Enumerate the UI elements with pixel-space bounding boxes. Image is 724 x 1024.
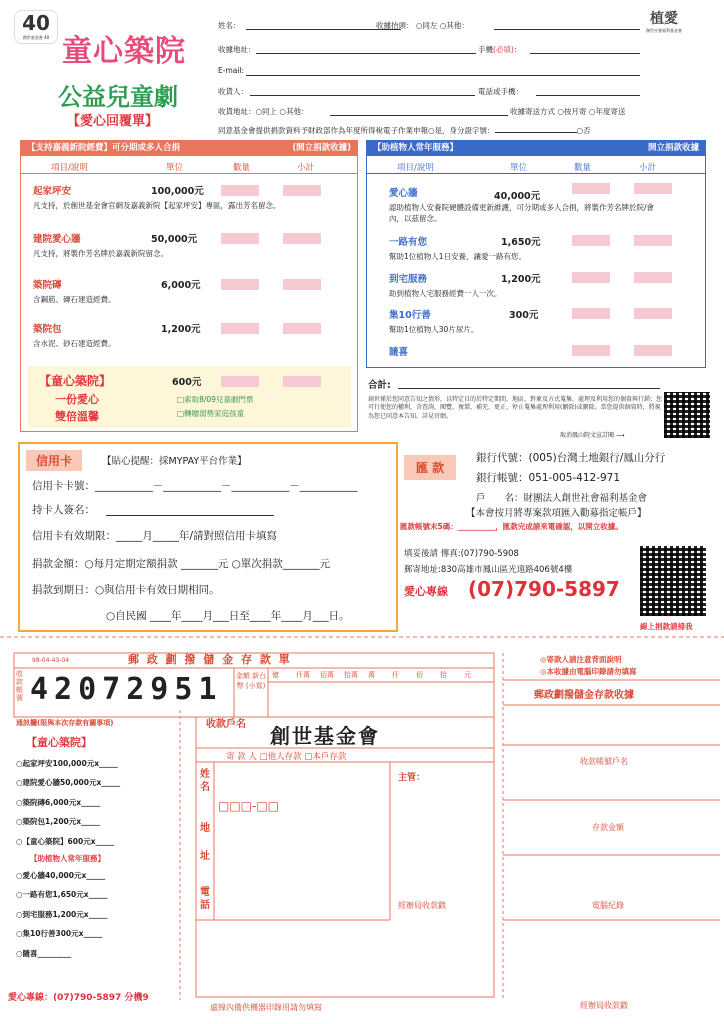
memo-head2: 【助植物人常年服務】 [30,854,105,864]
card-number-field[interactable]: ___________－___________－___________－___________ [95,480,358,492]
item-name: 築院磚 [33,280,62,291]
col-unit: 單位 [510,163,528,173]
ship-address-label: 收貨地址：○同上 ○其他： [218,107,309,116]
card-number-label: 信用卡卡號： [32,480,95,492]
note-2: ◎本收據由電腦印錄請勿填寫 [540,667,637,676]
postcode-boxes[interactable]: □□□-□□ [218,799,280,813]
logo-number: 40 [22,11,50,35]
col-qty: 數量 [574,163,592,173]
sender-row[interactable]: 寄 款 人 □他人存款 □本戶存款 [226,752,347,762]
item-price: 300元 [509,310,539,321]
tag: 【愛心回覆單】 [67,114,159,129]
left-panel-header: 【支持嘉義新院經費】可分期或多人合捐 [27,143,181,153]
item-desc: 凡支持，於創世基金會官網及嘉義新院【起家坪安】專區，露出芳名留念。 [33,201,281,210]
unit-label: 仟 [392,671,399,679]
postal-footer: 虛線內備供機器印錄用請勿填寫 [210,1003,322,1012]
item-desc: 含鋼筋、磚石建造經費。 [33,295,116,304]
bank-code: 銀行代號：(005)台灣土地銀行/鳳山分行 [476,452,666,464]
unit-label: 仟萬 [296,671,310,679]
item-name: 愛心牆 [389,188,418,199]
item-name: 到宅服務 [389,274,428,285]
promo-price: 600元 [172,377,202,388]
required-mark: (必填) [493,45,514,54]
payee-name: 創世基金會 [270,724,380,748]
unsubscribe-text: 取消鳳山院文宣訂閱 [560,432,615,439]
receipt-title-label: 收據抬頭： [376,21,414,30]
item-desc: 含水泥、砂石建造經費。 [33,339,116,348]
memo-item[interactable]: ○築院包1,200元x_____ [16,817,100,827]
item-desc: 助到植物人宅服務經費一人一次。 [389,289,502,298]
office-stamp-label: 經辦局收款戳 [398,901,446,910]
receipt-record-label: 電腦紀錄 [592,901,624,910]
item-price: 50,000元 [151,234,198,245]
item-price: 40,000元 [494,191,541,202]
phone-label: 手機 [478,45,493,54]
credit-card-title: 信用卡 [26,450,82,471]
col-unit: 單位 [166,163,184,173]
memo-column [16,718,176,963]
memo-item[interactable]: ○到宅服務1,200元x_____ [16,909,108,919]
memo-title: 通訊欄(限與本次存款有關事項) [16,719,114,727]
receipt-account-label: 收款帳號戶名 [580,757,628,766]
item-name: 集10行善 [389,310,431,321]
remit-note2: 匯款帳號末5碼：__________，匯款完成請來電確認，以開立收據。 [400,522,623,531]
item-price: 6,000元 [161,280,201,291]
receipt-method-label: 收據寄送方式 [510,107,555,116]
item-name: 起家坪安 [33,186,72,197]
payee-label: 收款戶名 [206,719,246,730]
end-date-custom[interactable]: ○自民國 ____年____月___日至____年____月___日。 [106,610,350,622]
account-label: 收款帳號 [16,670,23,702]
mail-address: 郵寄地址:830高雄市鳳山區光遠路406號4樓 [404,565,573,575]
recipient-label: 收貨人： [218,87,248,96]
memo-item[interactable]: ○築院磚6,000元x_____ [16,797,100,807]
logo-caption: 創世基金會 40 [22,35,50,40]
unit-label: 拾 [440,671,447,679]
qr-caption: 線上捐款請掃我 [640,622,693,631]
tel-label: 電話或手機： [478,87,523,96]
promo-ticket-option[interactable]: □索取8/09兒童劇門票 [177,395,254,404]
sender-name-label: 姓名 [200,769,210,793]
item-price: 100,000元 [151,186,204,197]
item-price: 1,200元 [161,324,201,335]
memo-item[interactable]: ○愛心牆40,000元x_____ [16,871,106,881]
unsubscribe-note: 取消鳳山院文宣訂閱 ⟶ [560,432,625,439]
item-desc: 幫助1位植物人1日安養，讓愛一路有您。 [389,252,527,261]
unit-label: 佰 [416,671,423,679]
email-label: E-mail: [218,66,245,75]
item-price: 1,650元 [501,237,541,248]
account-holder: 戶 名：財團法人創世社會福利基金會 [476,493,648,504]
item-name: 築院包 [33,324,62,335]
memo-item[interactable]: ○一路有您1,650元x_____ [16,890,108,900]
subtitle: 公益兒童劇 [58,83,178,111]
memo-item[interactable]: ○集10行善300元x_____ [16,929,103,939]
postal-code: 98-04-43-04 [32,657,70,664]
fax-info: 填妥後請 傳真:(07)790-5908 [404,549,519,559]
privacy-text: 創世僅於您同意告知之情形，以特定目的於特定期間、地區、對象及方式蒐集、處理及利用您的個資與行銷；您可行使您的權利，含查詢、閱覽、複製、補充、更正、停止蒐集處理利用(刪除)或刪除。當您提供個資時，將視為您已同意本告知。詳見官網。 [368,396,663,420]
brand-sub: 創世社會福利基金會 [646,28,682,33]
promo-title: 【童心築院】 [39,374,112,388]
title-opt-same[interactable]: ○同左 [415,21,438,30]
amount-units [272,670,488,680]
col-item: 項目/說明 [397,163,434,173]
item-desc: 幫助1位植物人30片尿片。 [389,325,479,334]
amount-label: 金額 新台幣 (小寫) [235,672,267,690]
memo-item[interactable]: ○建院愛心牆50,000元x_____ [16,778,121,788]
col-subtotal: 小計 [639,163,657,173]
note-1: ◎寄款人請注意背面說明 [540,655,622,664]
page-title: 童心築院 [62,34,186,69]
item-name: 建院愛心牆 [33,234,81,245]
unit-label: 億 [272,671,279,679]
col-qty: 數量 [233,163,251,173]
end-date-same[interactable]: 捐款到期日：○與信用卡有效日期相同。 [32,584,220,596]
receipt-amount-label: 存款金額 [592,823,624,832]
memo-head: 【童心築院】 [26,736,92,749]
promo-donate-option[interactable]: □轉贈弱勢家庭孩童 [177,409,245,418]
hotline-number[interactable]: (07)790-5897 [468,577,620,601]
receipt-yearly[interactable]: ○年度寄送 [588,107,626,116]
unit-label: 元 [464,671,471,679]
consent-text: 同意基金會提供捐款資料予財政部作為年度所得稅電子作業申報○是，身分證字號： [218,126,495,135]
item-desc: 凡支持，將製作芳名牌於嘉義新院留念。 [33,249,168,258]
total-label: 合計: [368,380,391,391]
memo-footer: 愛心專線：(07)790-5897 分機9 [8,993,149,1003]
promo-line1: 一份愛心 [55,393,99,406]
item-price: 1,200元 [501,274,541,285]
credit-tip: 【貼心提醒：採MYPAY平台作業】 [102,456,247,467]
consent-no[interactable]: ○否 [576,126,591,135]
unit-label: 萬 [368,671,375,679]
memo-item[interactable]: ○起家坪安100,000元x_____ [16,759,118,768]
item-desc: 認助植物人安養院硬體設備更新維護，可分期或多人合捐，將製作芳名牌於院/會內，以茲留念。 [389,203,655,223]
hotline-label: 愛心專線 [404,585,448,598]
address-label: 收據地址： [218,45,256,54]
cardholder-label: 持卡人簽名： [32,504,95,516]
brand-name: 植愛 [650,11,678,27]
col-subtotal: 小計 [297,163,315,173]
sender-address-label: 地址 [200,823,210,862]
bank-account: 銀行帳號：051-005-412-971 [476,472,621,484]
receipt-monthly[interactable]: ○按月寄 [557,107,587,116]
remit-note: 【本會按月將專案款項匯入勸募指定帳戶】 [466,508,647,519]
unit-label: 拾萬 [344,671,358,679]
postal-title: 郵 政 劃 撥 儲 金 存 款 單 [128,653,292,666]
col-item: 項目/說明 [51,163,88,173]
remit-title: 匯 款 [404,455,456,480]
receipt-office-label: 經辦局收款戳 [580,1001,628,1010]
unit-label: 佰萬 [320,671,334,679]
receipt-title: 郵政劃撥儲金存款收據 [534,690,634,701]
memo-item[interactable]: ○隨喜_________ [16,948,72,958]
sender-phone-label: 電話 [200,887,210,911]
expiry-field[interactable]: 信用卡有效期限：_____月_____年/請對照信用卡填寫 [32,530,278,542]
postal-account: 42072951 [30,672,223,707]
item-name: 一路有您 [389,237,428,248]
amount-field[interactable]: 捐款金額：○每月定期定額捐款 _______元 ○單次捐款_______元 [32,558,330,570]
manager-label: 主管： [398,773,426,783]
title-opt-other[interactable]: ○其他： [439,21,469,30]
left-panel-header-right: (開立捐款收據) [292,143,351,153]
item-name: 隨喜 [389,347,409,358]
name-label: 姓名： [218,21,241,30]
promo-line2: 雙倍溫馨 [55,410,99,423]
right-panel-header: 【助植物人常年服務】 [373,143,459,153]
memo-item[interactable]: ○【童心築院】600元x_____ [16,836,115,846]
right-panel-header-right: 開立捐款收據 [647,143,699,153]
